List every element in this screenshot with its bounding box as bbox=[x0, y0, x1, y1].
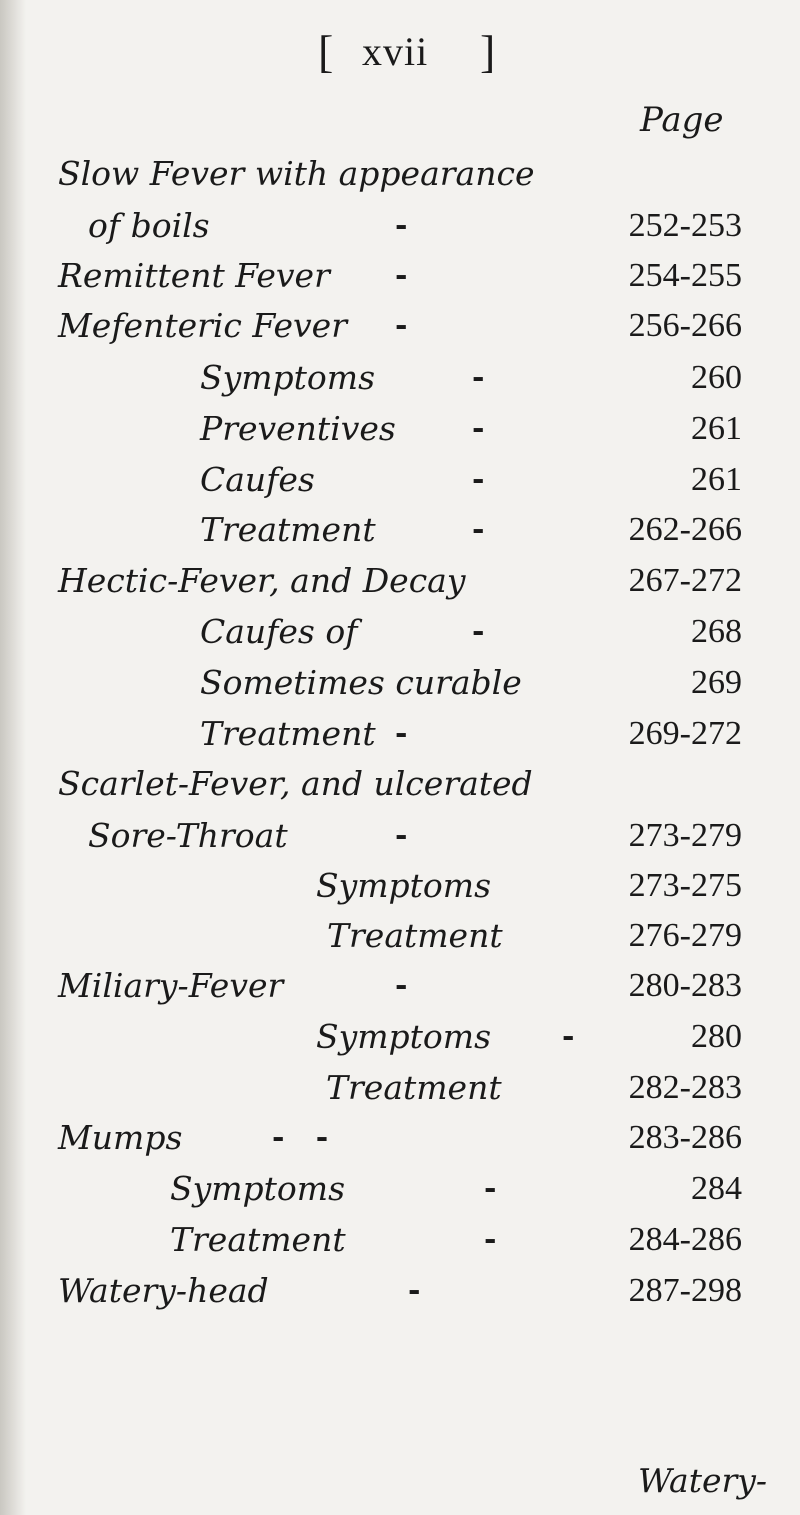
list-item bbox=[0, 354, 800, 402]
list-item bbox=[0, 1165, 800, 1213]
entry-label: Treatment bbox=[327, 916, 503, 955]
entry-label: Remittent Fever bbox=[58, 256, 330, 295]
entry-dash: - bbox=[395, 818, 408, 853]
entry-dash: - bbox=[484, 1222, 497, 1257]
list-item bbox=[0, 506, 800, 554]
left-bracket: [ bbox=[318, 26, 334, 77]
entry-label: Symptoms bbox=[200, 358, 376, 397]
list-item bbox=[0, 202, 800, 250]
right-bracket: ] bbox=[480, 26, 496, 77]
entry-dash: - bbox=[472, 360, 485, 395]
list-item bbox=[0, 1216, 800, 1264]
list-item bbox=[0, 1114, 800, 1162]
list-item bbox=[0, 557, 800, 605]
entry-label: Mefenteric Fever bbox=[58, 306, 347, 345]
entry-label: Caufes bbox=[200, 460, 315, 499]
entry-pages: 284 bbox=[691, 1170, 742, 1207]
list-item bbox=[0, 150, 800, 198]
list-item bbox=[0, 659, 800, 707]
entry-pages: 269-272 bbox=[628, 715, 742, 752]
entry-dash: - bbox=[395, 968, 408, 1003]
list-item bbox=[0, 1267, 800, 1315]
entry-label: Sometimes curable bbox=[200, 663, 522, 702]
entry-pages: 254-255 bbox=[628, 257, 742, 294]
entry-dash: - bbox=[562, 1019, 575, 1054]
entry-pages: 287-298 bbox=[628, 1272, 742, 1309]
entry-pages: 260 bbox=[691, 359, 742, 396]
entry-label: Sore-Throat bbox=[88, 816, 288, 855]
entry-label: Miliary-Fever bbox=[58, 966, 284, 1005]
list-item bbox=[0, 760, 800, 808]
list-item bbox=[0, 252, 800, 300]
list-item bbox=[0, 912, 800, 960]
list-item bbox=[0, 1013, 800, 1061]
entry-pages: 273-275 bbox=[628, 867, 742, 904]
list-item bbox=[0, 710, 800, 758]
entry-pages: 280 bbox=[691, 1018, 742, 1055]
entry-pages: 283-286 bbox=[628, 1119, 742, 1156]
entry-label: Treatment bbox=[200, 714, 376, 753]
entry-label: Symptoms bbox=[316, 1017, 492, 1056]
entry-pages: 284-286 bbox=[628, 1221, 742, 1258]
page-column-heading: Page bbox=[640, 100, 724, 140]
entry-dash: - bbox=[408, 1273, 421, 1308]
entry-label: Treatment bbox=[170, 1220, 346, 1259]
entry-pages: 273-279 bbox=[628, 817, 742, 854]
entry-label: of boils bbox=[88, 206, 210, 245]
entry-dash: - bbox=[484, 1171, 497, 1206]
list-item bbox=[0, 405, 800, 453]
list-item bbox=[0, 456, 800, 504]
list-item bbox=[0, 608, 800, 656]
entry-pages: 262-266 bbox=[628, 511, 742, 548]
entry-dash: - bbox=[395, 258, 408, 293]
entry-dash: - bbox=[395, 308, 408, 343]
entry-label: Treatment bbox=[200, 510, 376, 549]
entry-label: Caufes of bbox=[200, 612, 358, 651]
list-item bbox=[0, 812, 800, 860]
entry-label: Treatment bbox=[326, 1068, 502, 1107]
list-item bbox=[0, 1064, 800, 1112]
entry-label: Symptoms bbox=[170, 1169, 346, 1208]
entry-pages: 269 bbox=[691, 664, 742, 701]
entry-pages: 268 bbox=[691, 613, 742, 650]
page-header bbox=[318, 22, 518, 82]
entry-label: Scarlet-Fever, and ulcerated bbox=[58, 764, 533, 803]
roman-page-number: xvii bbox=[362, 29, 429, 74]
entry-label: Preventives bbox=[200, 409, 396, 448]
entry-dash: - bbox=[472, 512, 485, 547]
entry-pages: 261 bbox=[691, 410, 742, 447]
entry-label: Slow Fever with appearance bbox=[58, 154, 535, 193]
entry-pages: 256-266 bbox=[628, 307, 742, 344]
entry-pages: 267-272 bbox=[628, 562, 742, 599]
entry-pages: 276-279 bbox=[628, 917, 742, 954]
entry-dash: - bbox=[472, 462, 485, 497]
entry-pages: 252-253 bbox=[628, 207, 742, 244]
entry-dash: - bbox=[395, 716, 408, 751]
entry-label: Mumps bbox=[58, 1118, 183, 1157]
entry-dash: - bbox=[472, 411, 485, 446]
entry-dash: - - bbox=[272, 1120, 329, 1155]
entry-label: Watery-head bbox=[58, 1271, 269, 1310]
entry-pages: 280-283 bbox=[628, 967, 742, 1004]
entry-label: Hectic-Fever, and Decay bbox=[58, 561, 466, 600]
list-item bbox=[0, 962, 800, 1010]
catchword: Watery- bbox=[638, 1461, 768, 1500]
list-item bbox=[0, 302, 800, 350]
entry-dash: - bbox=[472, 614, 485, 649]
list-item bbox=[0, 862, 800, 910]
entry-pages: 282-283 bbox=[628, 1069, 742, 1106]
entry-pages: 261 bbox=[691, 461, 742, 498]
entry-dash: - bbox=[395, 208, 408, 243]
entry-label: Symptoms bbox=[316, 866, 492, 905]
